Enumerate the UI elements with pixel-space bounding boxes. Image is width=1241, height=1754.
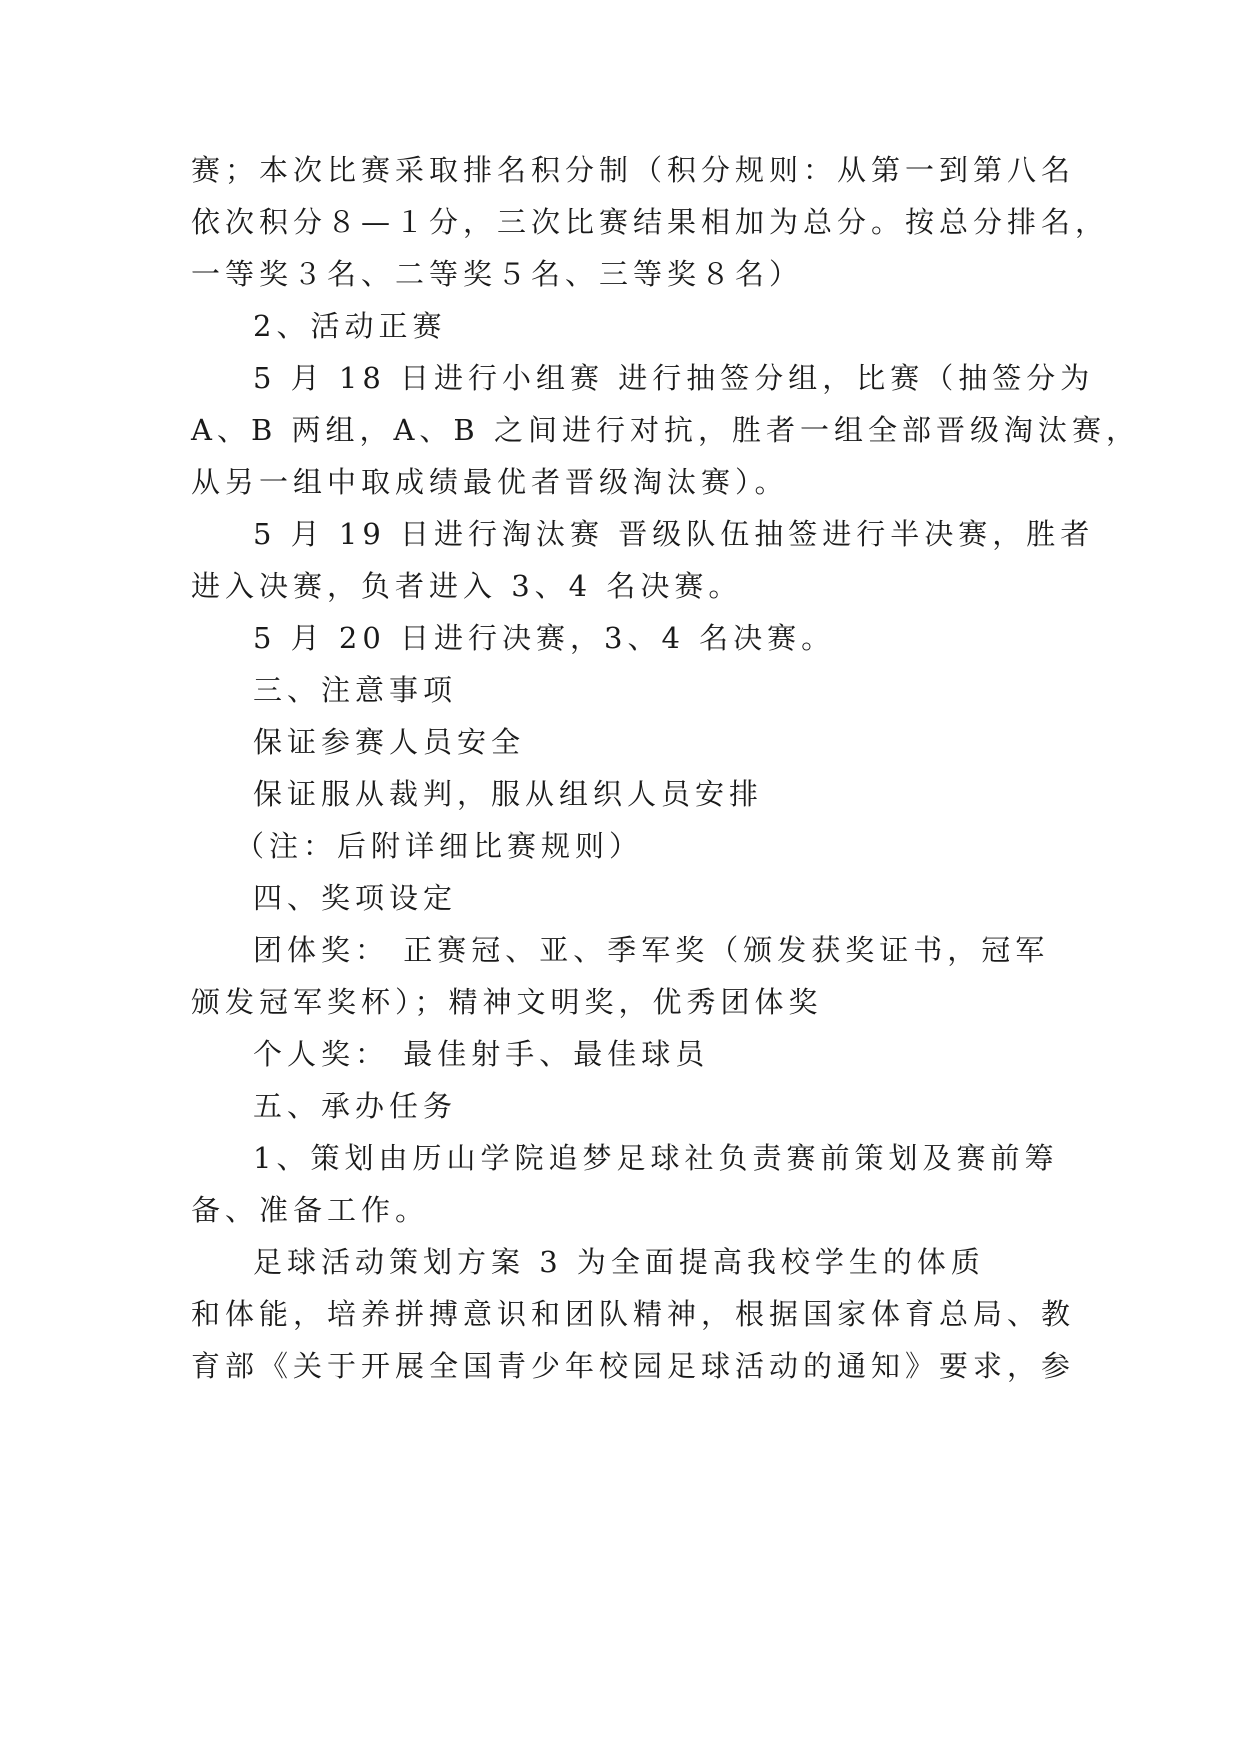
body-text-line: 团体奖： 正赛冠、亚、季军奖（颁发获奖证书，冠军	[253, 933, 1050, 967]
body-text-line: 从另一组中取成绩最优者晋级淘汰赛）。	[191, 465, 789, 499]
section-heading: 2、活动正赛	[253, 309, 447, 343]
body-text-line: 保证服从裁判，服从组织人员安排	[253, 777, 764, 811]
section-heading: 三、注意事项	[253, 673, 458, 707]
section-heading: 四、奖项设定	[253, 881, 458, 915]
body-text-line: 依次积分８—１分，三次比赛结果相加为总分。按总分排名，	[191, 205, 1110, 239]
body-text-line: 备、准备工作。	[191, 1193, 430, 1227]
body-text-line: 进入决赛，负者进入 3、4 名决赛。	[191, 569, 743, 603]
body-text-line: 个人奖： 最佳射手、最佳球员	[253, 1037, 710, 1071]
body-text-line: 和体能，培养拼搏意识和团队精神，根据国家体育总局、教	[191, 1297, 1076, 1331]
section-heading: 五、承办任务	[253, 1089, 458, 1123]
body-text-line: 一等奖３名、二等奖５名、三等奖８名）	[191, 257, 804, 291]
body-text-line: 育部《关于开展全国青少年校园足球活动的通知》要求，参	[191, 1349, 1076, 1383]
body-text-line: 5 月 18 日进行小组赛 进行抽签分组，比赛（抽签分为	[253, 361, 1095, 395]
body-text-line: 颁发冠军奖杯）；精神文明奖，优秀团体奖	[191, 985, 823, 1019]
body-text-line: 5 月 20 日进行决赛，3、4 名决赛。	[253, 621, 836, 655]
body-text-line: A、B 两组，A、B 之间进行对抗，胜者一组全部晋级淘汰赛，	[191, 413, 1140, 447]
body-text-line: 足球活动策划方案 3 为全面提高我校学生的体质	[253, 1245, 985, 1279]
body-text-line: 5 月 19 日进行淘汰赛 晋级队伍抽签进行半决赛，胜者	[253, 517, 1095, 551]
body-text-line: 赛；本次比赛采取排名积分制（积分规则：从第一到第八名	[191, 153, 1076, 187]
note-line: （注：后附详细比赛规则）	[235, 829, 644, 863]
body-text-line: 1、策划由历山学院追梦足球社负责赛前策划及赛前筹	[253, 1141, 1059, 1175]
body-text-line: 保证参赛人员安全	[253, 725, 526, 759]
